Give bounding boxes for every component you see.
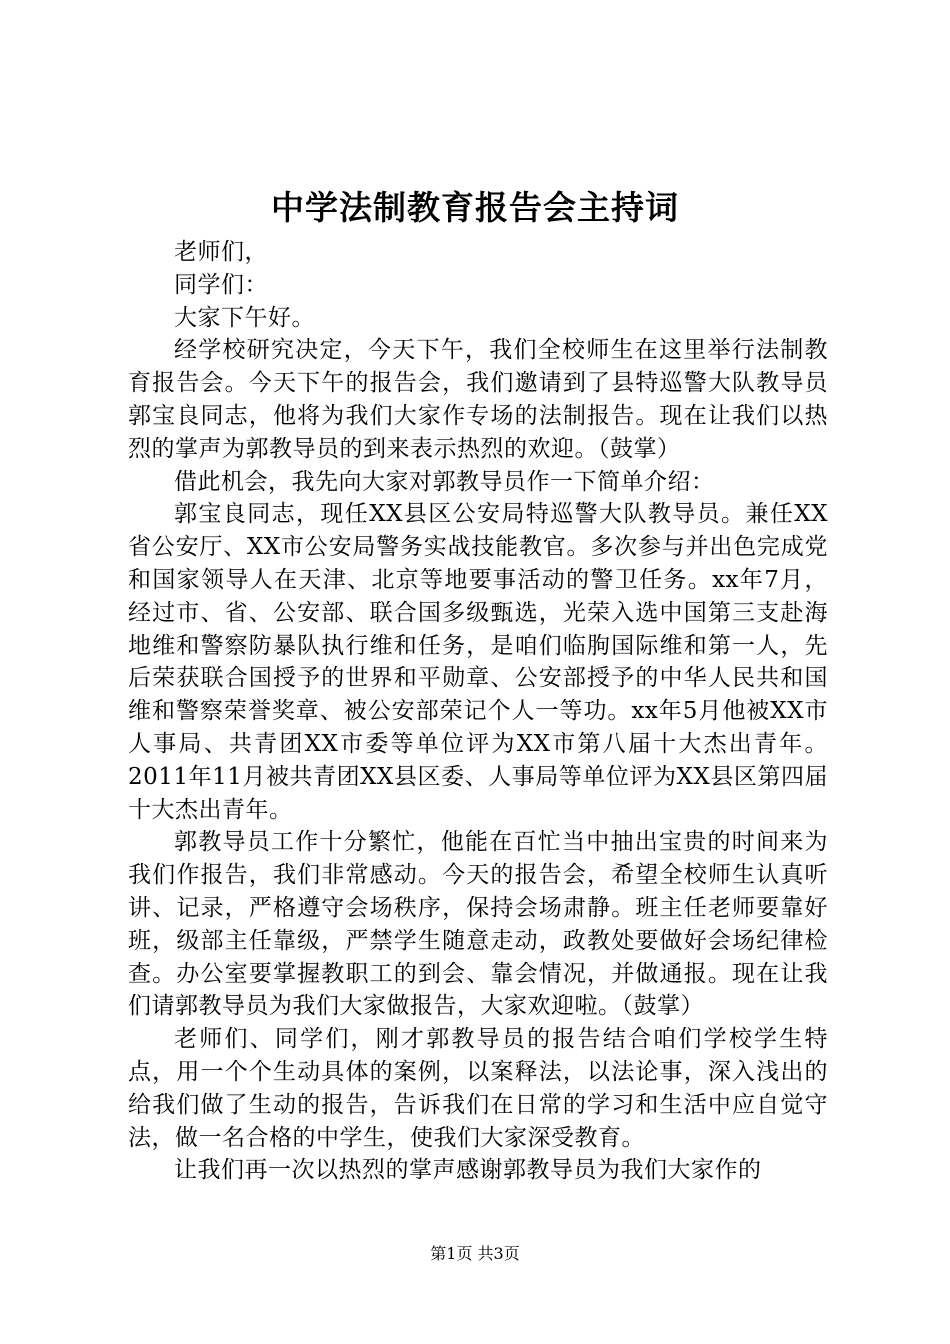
paragraph-thanks-and-rules: 郭教导员工作十分繁忙，他能在百忙当中抽出宝贵的时间来为我们作报告，我们非常感动。今天的报告会，希望全校师生认真听讲、记录，严格遵守会场秩序，保持会场肃静。班主任老师要靠好班，级部主任靠级，严禁学生随意走动，政教处要做好会场纪律检查。办公室要掌握教职工的到会、靠会情况，并做通报。现在让我们请郭教导员为我们大家做报告，大家欢迎啦。（鼓掌） bbox=[128, 829, 828, 1020]
greeting-teachers: 老师们， bbox=[174, 239, 268, 265]
document-title: 中学法制教育报告会主持词 bbox=[271, 188, 679, 227]
paragraph-opening: 经学校研究决定，今天下午，我们全校师生在这里举行法制教育报告会。今天下午的报告会，我们邀请到了县特巡警大队教导员郭宝良同志，他将为我们大家作专场的法制报告。现在让我们以热烈的掌声为郭教导员的到来表示热烈的欢迎。（鼓掌） bbox=[128, 337, 828, 462]
page-number: 第1页 共3页 bbox=[430, 1244, 520, 1263]
greeting-afternoon: 大家下午好。 bbox=[174, 304, 315, 331]
paragraph-intro-lead: 借此机会，我先向大家对郭教导员作一下简单介绍： bbox=[174, 468, 715, 495]
paragraph-closing: 让我们再一次以热烈的掌声感谢郭教导员为我们大家作的 bbox=[174, 1157, 762, 1184]
paragraph-summary: 老师们、同学们，刚才郭教导员的报告结合咱们学校学生特点，用一个个生动具体的案例，以案释法，以法论事，深入浅出的给我们做了生动的报告，告诉我们在日常的学习和生活中应自觉守法，做一名合格的中学生，使我们大家深受教育。 bbox=[128, 1026, 828, 1151]
greeting-students: 同学们： bbox=[174, 271, 268, 298]
document-body bbox=[128, 236, 828, 1187]
paragraph-speaker-bio: 郭宝良同志，现任XX县区公安局特巡警大队教导员。兼任XX省公安厅、XX市公安局警务实战技能教官。多次参与并出色完成党和国家领导人在天津、北京等地要事活动的警卫任务。xx年7月，经过市、省、公安部、联合国多级甄选，光荣入选中国第三支赴海地维和警察防暴队执行维和任务，是咱们临朐国际维和第一人，先后荣获联合国授予的世界和平勋章、公安部授予的中华人民共和国维和警察荣誉奖章、被公安部荣记个人一等功。xx年5月他被XX市人事局、共青团XX市委等单位评为XX市第八届十大杰出青年。2011年11月被共青团XX县区委、人事局等单位评为XX县区第四届十大杰出青年。 bbox=[128, 501, 828, 823]
